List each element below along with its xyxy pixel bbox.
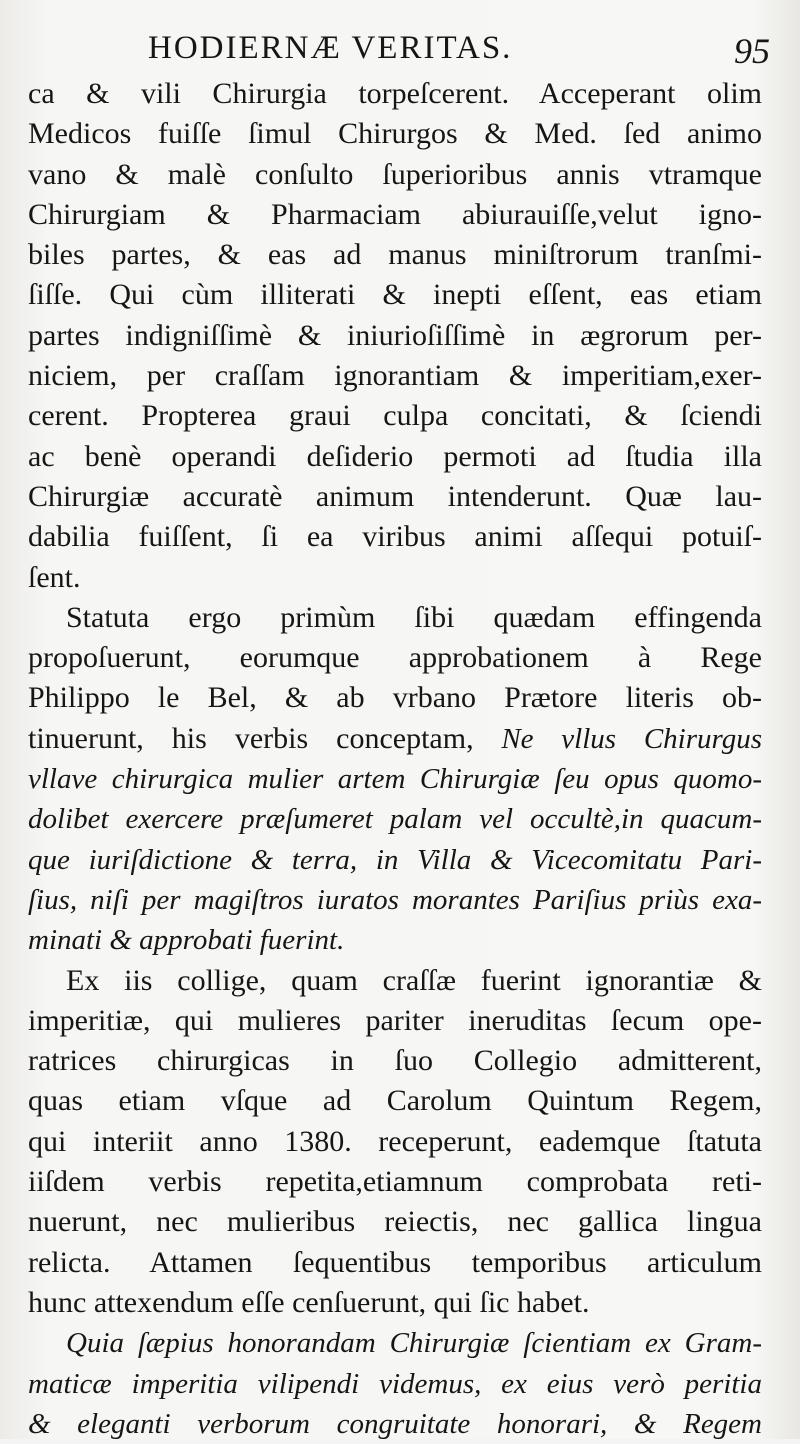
text-line: ca & vili Chirurgia torpeſcerent. Acceperant olim [28,77,762,110]
text-line: imperitiæ, qui mulieres pariter ineruditas ſecum ope- [28,1003,762,1037]
text-line: Statuta ergo primùm ſibi quædam effingenda [66,600,762,634]
text-line: vano & malè conſulto ſuperioribus annis vtramque [28,157,762,191]
text-line: Philippo le Bel, & ab vrbano Prætore literis ob- [28,681,762,715]
text-line: ratrices chirurgicas in ſuo Collegio admitterent, [28,1044,762,1078]
text-line: relicta. Attamen ſequentibus temporibus articulum [28,1245,762,1279]
text-line: ſent. [28,560,81,594]
text-line: dabilia fuiſſent, ſi ea viribus animi aſſequi potuiſ- [28,520,762,554]
quotation-line: & eleganti verborum congruitate honorari, & Regem [28,1407,762,1440]
page-number: 95 [734,31,770,71]
statute-line: minati & approbati fuerint. [28,924,345,957]
text-line-mixed [28,719,762,759]
page-header [0,30,800,70]
text-run: tinuerunt, his verbis conceptam, [28,721,474,755]
quotation-line: Quia ſæpius honorandam Chirurgiæ ſcientiam ex Gram- [66,1327,762,1360]
text-line: propoſuerunt, eorumque approbationem à Rege [28,641,762,675]
text-line: ſiſſe. Qui cùm illiterati & inepti eſſent, eas etiam [28,278,762,312]
text-line: ac benè operandi deſiderio permoti ad ſtudia illa [28,439,762,473]
text-line: Medicos fuiſſe ſimul Chirurgos & Med. ſed animo [28,117,762,151]
statute-line: dolibet exercere præſumeret palam vel occultè,in quacum- [28,803,762,836]
text-line: quas etiam vſque ad Carolum Quintum Regem, [28,1084,762,1118]
text-line: hunc attexendum eſſe cenſuerunt, qui ſic habet. [28,1285,590,1319]
statute-line: que iuriſdictione & terra, in Villa & Vicecomitatu Pari- [28,843,762,876]
text-line: Chirurgiam & Pharmaciam abiurauiſſe,velut igno- [28,197,762,231]
text-line: nuerunt, nec mulieribus reiectis, nec gallica lingua [28,1205,762,1239]
text-line: qui interiit anno 1380. receperunt, eademque ſtatuta [28,1124,762,1158]
statute-line: ſius, niſi per magiſtros iuratos morantes Pariſius priùs exa- [28,883,762,916]
text-line: Ex iis collige, quam craſſæ fuerint ignorantiæ & [66,963,762,997]
quotation-line: maticæ imperitia vilipendi videmus, ex eius verò peritia [28,1367,762,1400]
text-line: niciem, per craſſam ignorantiam & imperitiam,exer- [28,359,762,393]
text-line: Chirurgiæ accuratè animum intenderunt. Quæ lau- [28,479,762,513]
text-line: cerent. Propterea graui culpa concitati, & ſciendi [28,399,762,433]
text-line: biles partes, & eas ad manus miniſtrorum tranſmi- [28,238,762,272]
quoted-statute-start: Ne vllus Chirurgus [473,722,762,755]
statute-line: vllave chirurgica mulier artem Chirurgiæ ſeu opus quomo- [28,763,762,796]
text-line: iiſdem verbis repetita,etiamnum comprobata reti- [28,1165,762,1199]
text-line: partes indigniſſimè & iniurioſiſſimè in ægrorum per- [28,318,762,352]
running-title: HODIERNÆ VERITAS. [148,30,513,66]
body-text [28,74,762,1444]
